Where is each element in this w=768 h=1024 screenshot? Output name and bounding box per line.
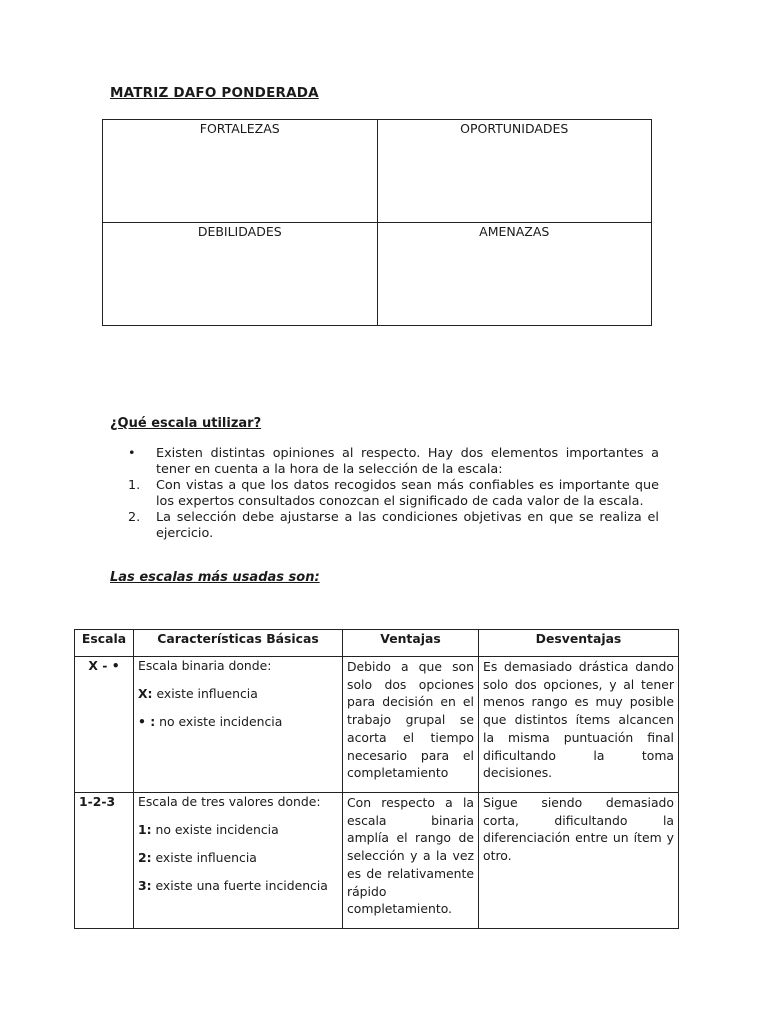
column-header-escala: Escala [75, 630, 134, 657]
scales-subheading: Las escalas más usadas son: [110, 570, 320, 585]
section-question-heading: ¿Qué escala utilizar? [110, 416, 262, 431]
bullet-marker: • [128, 446, 136, 461]
table-row [75, 793, 679, 929]
list-item-text: Con vistas a que los datos recogidos sean más confiables es importante que los expertos consultados conozcan el significado de cada valor de la escala. [156, 478, 659, 509]
column-header-ventajas: Ventajas [343, 630, 479, 657]
table-header-row [75, 630, 679, 657]
dafo-matrix [102, 119, 652, 326]
characteristics-item: X: existe influencia [138, 686, 258, 701]
scale-cell: 1-2-3 [75, 793, 134, 929]
dafo-cell-oportunidades: OPORTUNIDADES [377, 120, 652, 223]
characteristics-item: 1: no existe incidencia [138, 822, 279, 837]
advantages-cell: Debido a que son solo dos opciones para decisión en el trabajo grupal se acorta el tiempo necesario para el completamiento [343, 657, 479, 793]
list-item [128, 446, 659, 478]
column-header-caracteristicas: Características Básicas [134, 630, 343, 657]
scale-cell: X - • [75, 657, 134, 793]
dafo-cell-debilidades: DEBILIDADES [103, 223, 378, 326]
number-marker: 1. [128, 478, 141, 493]
criteria-list [128, 446, 659, 542]
characteristics-item: • : no existe incidencia [138, 714, 283, 729]
column-header-desventajas: Desventajas [479, 630, 679, 657]
characteristics-intro: Escala de tres valores donde: [138, 794, 321, 809]
list-item [128, 478, 659, 510]
disadvantages-cell: Sigue siendo demasiado corta, dificultando la diferenciación entre un ítem y otro. [479, 793, 679, 929]
list-item-text: Existen distintas opiniones al respecto. Hay dos elementos importantes a tener en cuenta a la hora de la selección de la escala: [156, 446, 659, 477]
characteristics-item: 3: existe una fuerte incidencia [138, 878, 328, 893]
dafo-cell-amenazas: AMENAZAS [377, 223, 652, 326]
characteristics-cell [134, 793, 343, 929]
disadvantages-cell: Es demasiado drástica dando solo dos opciones, y al tener menos rango es muy posible que distintos ítems alcancen la misma puntuación final dificultando la toma decisiones. [479, 657, 679, 793]
table-row [75, 657, 679, 793]
document-title: MATRIZ DAFO PONDERADA [110, 85, 319, 101]
advantages-cell: Con respecto a la escala binaria amplía el rango de selección y a la vez es de relativamente rápido completamiento. [343, 793, 479, 929]
characteristics-cell [134, 657, 343, 793]
number-marker: 2. [128, 510, 141, 525]
characteristics-intro: Escala binaria donde: [138, 658, 272, 673]
dafo-cell-fortalezas: FORTALEZAS [103, 120, 378, 223]
list-item-text: La selección debe ajustarse a las condiciones objetivas en que se realiza el ejercicio. [156, 510, 659, 541]
list-item [128, 510, 659, 542]
characteristics-item: 2: existe influencia [138, 850, 257, 865]
scales-table [74, 629, 679, 929]
